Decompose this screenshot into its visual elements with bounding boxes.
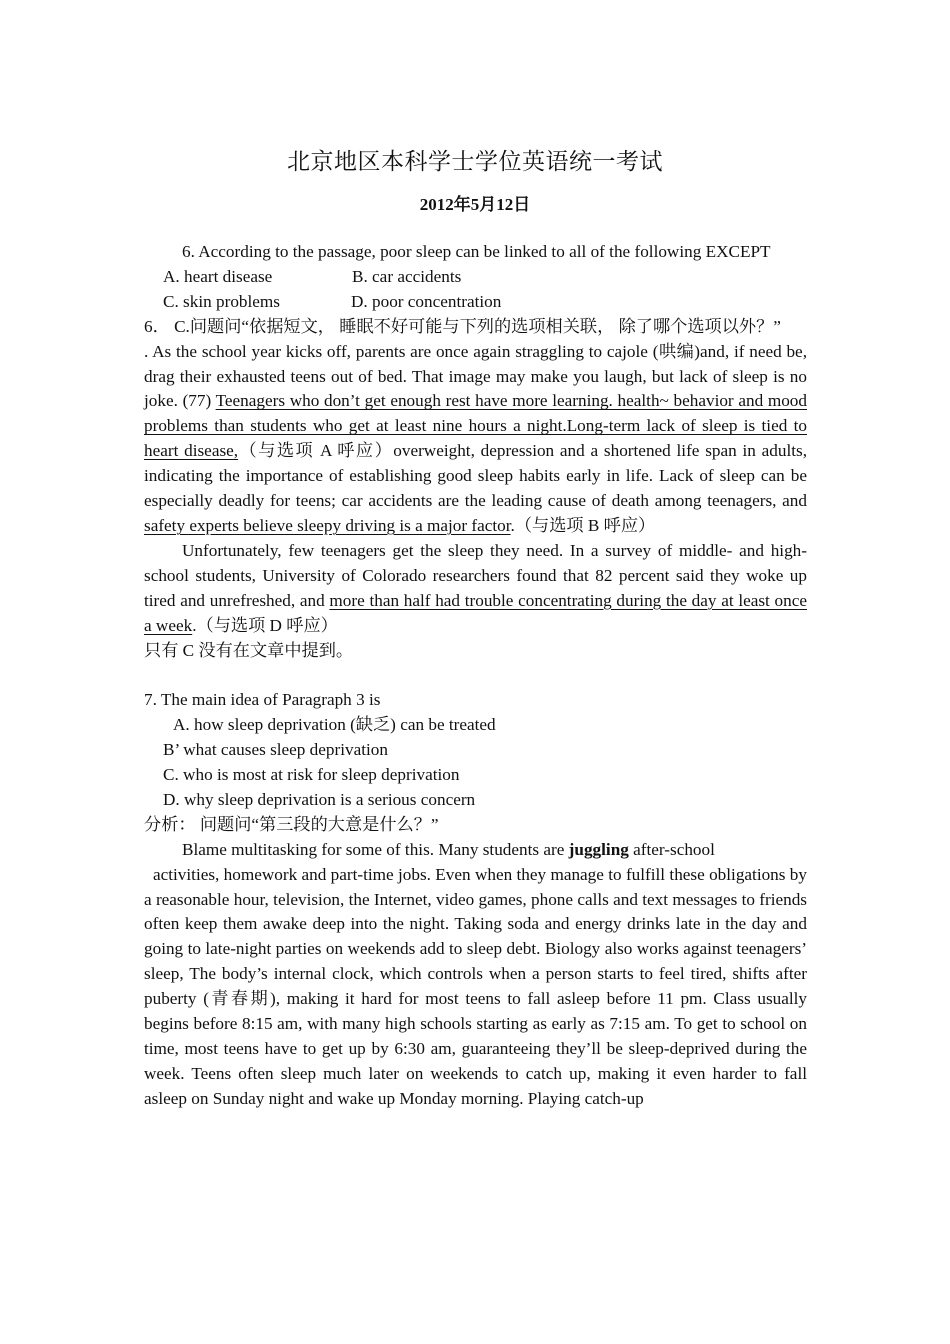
paragraph-text: .（与选项 D 呼应）	[192, 615, 338, 635]
option-d: D. why sleep deprivation is a serious concern	[163, 789, 476, 809]
paragraph-text: .（与选项 B 呼应）	[510, 515, 656, 535]
question-6: 6. According to the passage, poor sleep can be linked to all of the following EXCEPT	[182, 242, 771, 261]
passage-paragraph-3: activities, homework and part-time jobs. Even when they manage to fulfill these obligations by a reasonable hour, television, the Internet, video games, phone calls and text messages to friends often keep them awake deep into the night. Taking soda and energy drinks late in the day and going to late-night parties on weekends add to sleep debt. Biology also works against teenagers’ sleep, The body’s internal clock, which controls when a person starts to feel tired, shifts after puberty (青春期), making it hard for most teens to fall asleep before 11 pm. Class usually begins before 8:15 am, with many high schools starting as early as 7:15 am. To get to school on time, most teens have to get up by 6:30 am, guaranteeing they’ll be sleep-deprived during the week. Teens often sleep much later on weekends to catch up, making it even harder to fall asleep on Sunday night and wake up Monday morning. Playing catch-up	[144, 864, 807, 1108]
question-7: 7. The main idea of Paragraph 3 is	[144, 690, 381, 710]
passage-paragraph-3-first-line	[144, 838, 807, 863]
underlined-text: more than half had trouble concentrating during the day at least once a week	[144, 590, 807, 635]
document-title: 北京地区本科学士学位英语统一考试	[287, 149, 663, 174]
question-6-analysis: 6． C.问题问“依据短文， 睡眠不好可能与下列的选项相关联， 除了哪个选项以外？”	[144, 316, 781, 336]
question-6-options-row-2	[144, 290, 807, 315]
paragraph-text: . As the school year kicks off, parents are once again straggling to cajole (哄编)and, if need be, drag their exhausted teens out of bed. That image may make you laugh, but lack of sleep is no joke. (77)	[144, 341, 807, 411]
option-c: C. skin problems	[163, 291, 280, 311]
question-6-options-row-1	[144, 265, 807, 290]
paragraph-text: Blame multitasking for some of this. Many students are	[182, 839, 569, 859]
paragraph-text: Unfortunately, few teenagers get the sleep they need. In a survey of middle- and high-school students, University of Colorado researchers found that 82 percent said they woke up tired and unrefreshed, and	[144, 540, 807, 610]
passage-paragraph-1	[144, 340, 807, 539]
option-b: B. car accidents	[352, 266, 462, 286]
bold-word: juggling	[568, 839, 629, 859]
underlined-text: safety experts believe sleepy driving is a major factor	[144, 515, 511, 535]
option-a: A. heart disease	[163, 266, 273, 286]
underlined-text: Long-term lack of sleep is tied to heart disease,	[144, 416, 807, 461]
option-c: C. who is most at risk for sleep deprivation	[163, 765, 460, 785]
paragraph-text: after-school	[628, 839, 715, 859]
document-date: 2012年5月12日	[419, 195, 531, 214]
paragraph-text: （与选项 A 呼应）overweight, depression and a shortened life span in adults, indicating the importance of establishing good sleep habits early in life. Lack of sleep can be especially deadly for teens; car accidents are the leading cause of death among teenagers, and	[144, 441, 807, 511]
underlined-text: Teenagers who don’t get enough rest have more learning. health~ behavior and mood problems than students who get at least nine hours a night.	[144, 391, 807, 436]
question-7-analysis: 分析： 问题问“第三段的大意是什么？”	[144, 814, 439, 834]
spacer	[144, 663, 807, 688]
document-body	[144, 240, 807, 1112]
option-a: A. how sleep deprivation (缺乏) can be treated	[173, 715, 496, 735]
option-d: D. poor concentration	[351, 291, 502, 311]
question-6-conclusion: 只有 C 没有在文章中提到。	[144, 640, 354, 660]
passage-paragraph-2	[144, 539, 807, 639]
option-b: B’ what causes sleep deprivation	[163, 740, 388, 760]
